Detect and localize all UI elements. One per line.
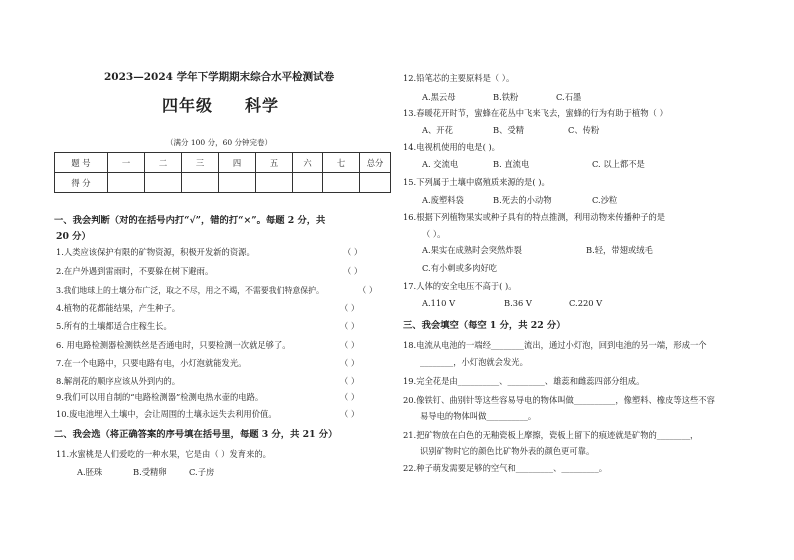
fill-q19: 19.完全花是由__________、_________、雄蕊和雌蕊四部分组成。 <box>403 376 645 386</box>
choice-q14-option-b[interactable]: B. 直流电 <box>493 159 530 169</box>
score-input-cell[interactable] <box>293 173 323 193</box>
section3-title: 三、我会填空（每空 1 分，共 22 分） <box>403 320 566 331</box>
score-cell: 四 <box>219 153 256 173</box>
judge-answer-2[interactable]: （ ） <box>343 266 363 276</box>
subject-label: 科学 <box>245 96 280 115</box>
judge-item-4: 4.植物的花都能结果，产生种子。 <box>56 303 181 313</box>
fill-q18-cont: ________，小灯泡就会发光。 <box>420 357 528 367</box>
choice-q16-answer[interactable]: （ ）。 <box>422 229 446 239</box>
choice-q17-option-b[interactable]: B.36 V <box>504 298 532 308</box>
score-input-cell[interactable] <box>182 173 219 193</box>
judge-answer-1[interactable]: （ ） <box>343 247 363 257</box>
fill-q18: 18.电流从电池的一端经________流出，通过小灯泡，回到电池的另一端，形成一个 <box>403 340 707 350</box>
choice-q11-option-a[interactable]: A.胚珠 <box>77 467 103 477</box>
choice-q12-option-b[interactable]: B.铁粉 <box>493 92 519 102</box>
judge-answer-5[interactable]: （ ） <box>340 321 360 331</box>
choice-q12-option-c[interactable]: C.石墨 <box>556 92 582 102</box>
fill-q20: 20.像铁钉、曲别针等这些容易导电的物体叫做__________，像塑料、橡皮等这些不容 <box>403 395 715 405</box>
judge-answer-10[interactable]: （ ） <box>340 409 360 419</box>
score-input-cell[interactable] <box>145 173 182 193</box>
score-cell: 五 <box>256 153 293 173</box>
fill-q21: 21.把矿物放在白色的无釉瓷板上摩擦，瓷板上留下的痕迹就是矿物的________， <box>403 430 699 440</box>
fill-q21-cont: 识别矿物时它的颜色比矿物外表的颜色更可靠。 <box>420 446 595 456</box>
score-cell: 三 <box>182 153 219 173</box>
score-table-header-row <box>55 153 391 173</box>
choice-q15: 15.下列属于土壤中腐殖质来源的是( )。 <box>403 177 550 187</box>
score-cell: 一 <box>108 153 145 173</box>
score-cell: 得 分 <box>55 173 108 193</box>
score-cell: 七 <box>323 153 360 173</box>
score-table-score-row <box>55 173 391 193</box>
score-input-cell[interactable] <box>323 173 360 193</box>
choice-q14-option-a[interactable]: A. 交流电 <box>422 159 459 169</box>
judge-answer-9[interactable]: （ ） <box>340 392 360 402</box>
judge-item-9: 9.我们可以用自制的“电路检测器”检测电热水壶的电路。 <box>56 392 264 402</box>
judge-answer-6[interactable]: （ ） <box>340 340 360 350</box>
fill-q22: 22.种子萌发需要足够的空气和_________、_________。 <box>403 463 608 473</box>
choice-q16-option-c[interactable]: C.有小刺或多肉好吃 <box>422 263 498 273</box>
exam-note: （满分 100 分，60 分钟完卷） <box>166 138 273 147</box>
judge-item-10: 10.废电池埋入土壤中，会让周围的土壤永远失去利用价值。 <box>56 409 277 419</box>
choice-q12-option-a[interactable]: A.黑云母 <box>422 92 456 102</box>
choice-q16-option-b[interactable]: B.轻，带翅或绒毛 <box>586 245 653 255</box>
choice-q11: 11.水蜜桃是人们爱吃的一种水果，它是由（ ）发育来的。 <box>56 449 271 459</box>
judge-answer-7[interactable]: （ ） <box>340 358 360 368</box>
choice-q13-option-a[interactable]: A、开花 <box>422 125 453 135</box>
choice-q15-option-c[interactable]: C.沙粒 <box>592 195 618 205</box>
score-cell: 六 <box>293 153 323 173</box>
score-input-cell[interactable] <box>219 173 256 193</box>
judge-item-2: 2.在户外遇到雷雨时，不要躲在树下避雨。 <box>56 266 214 276</box>
judge-item-7: 7.在一个电路中，只要电路有电，小灯泡就能发光。 <box>56 358 247 368</box>
choice-q13: 13.春暖花开时节，蜜蜂在花丛中飞来飞去，蜜蜂的行为有助于植物（ ） <box>403 108 668 118</box>
choice-q16: 16.根据下列植物果实或种子具有的特点推测，利用动物来传播种子的是 <box>403 212 666 222</box>
choice-q17-option-c[interactable]: C.220 V <box>569 298 603 308</box>
choice-q11-option-b[interactable]: B.受精卵 <box>133 467 167 477</box>
choice-q13-option-c[interactable]: C、传粉 <box>568 125 600 135</box>
choice-q12: 12.铅笔芯的主要原料是（ ）。 <box>403 73 515 83</box>
judge-item-8: 8.解剖花的顺序应该从外到内的。 <box>56 376 181 386</box>
judge-answer-4[interactable]: （ ） <box>340 303 360 313</box>
score-input-cell[interactable] <box>256 173 293 193</box>
score-cell: 总分 <box>360 153 391 173</box>
section1-title-cont: 20 分） <box>56 231 91 242</box>
choice-q11-option-c[interactable]: C.子房 <box>189 467 215 477</box>
score-cell: 二 <box>145 153 182 173</box>
exam-title: 2023—2024 学年下学期期末综合水平检测试卷 <box>104 71 335 83</box>
choice-q16-option-a[interactable]: A.果实在成熟时会突然炸裂 <box>422 245 522 255</box>
score-table <box>54 152 391 193</box>
score-input-cell[interactable] <box>108 173 145 193</box>
section1-title: 一、我会判断（对的在括号内打“√”，错的打“×”。每题 2 分，共 <box>54 215 326 226</box>
judge-answer-8[interactable]: （ ） <box>340 376 360 386</box>
choice-q14: 14.电视机使用的电是( )。 <box>403 142 500 152</box>
judge-item-6: 6. 用电路检测器检测铁丝是否通电时，只要检测一次就足够了。 <box>56 340 291 350</box>
judge-item-5: 5.所有的土壤都适合庄稼生长。 <box>56 321 172 331</box>
choice-q17: 17.人体的安全电压不高于( )。 <box>403 281 517 291</box>
score-input-cell[interactable] <box>360 173 391 193</box>
score-cell: 题 号 <box>55 153 108 173</box>
judge-answer-3[interactable]: （ ） <box>358 285 378 295</box>
choice-q14-option-c[interactable]: C. 以上都不是 <box>592 159 645 169</box>
judge-item-3: 3.我们地球上的土壤分布广泛，取之不尽，用之不竭，不需要我们特意保护。 <box>56 286 324 295</box>
choice-q17-option-a[interactable]: A.110 V <box>422 298 456 308</box>
fill-q20-cont: 易导电的物体叫做__________。 <box>420 411 537 421</box>
section2-title: 二、我会选（将正确答案的序号填在括号里，每题 3 分，共 21 分） <box>54 429 338 440</box>
grade-label: 四年级 <box>162 96 214 115</box>
choice-q15-option-b[interactable]: B.死去的小动物 <box>493 195 552 205</box>
choice-q13-option-b[interactable]: B、受精 <box>493 125 524 135</box>
judge-item-1: 1.人类应该保护有限的矿物资源，积极开发新的资源。 <box>56 247 255 257</box>
choice-q15-option-a[interactable]: A.废塑料袋 <box>422 195 464 205</box>
